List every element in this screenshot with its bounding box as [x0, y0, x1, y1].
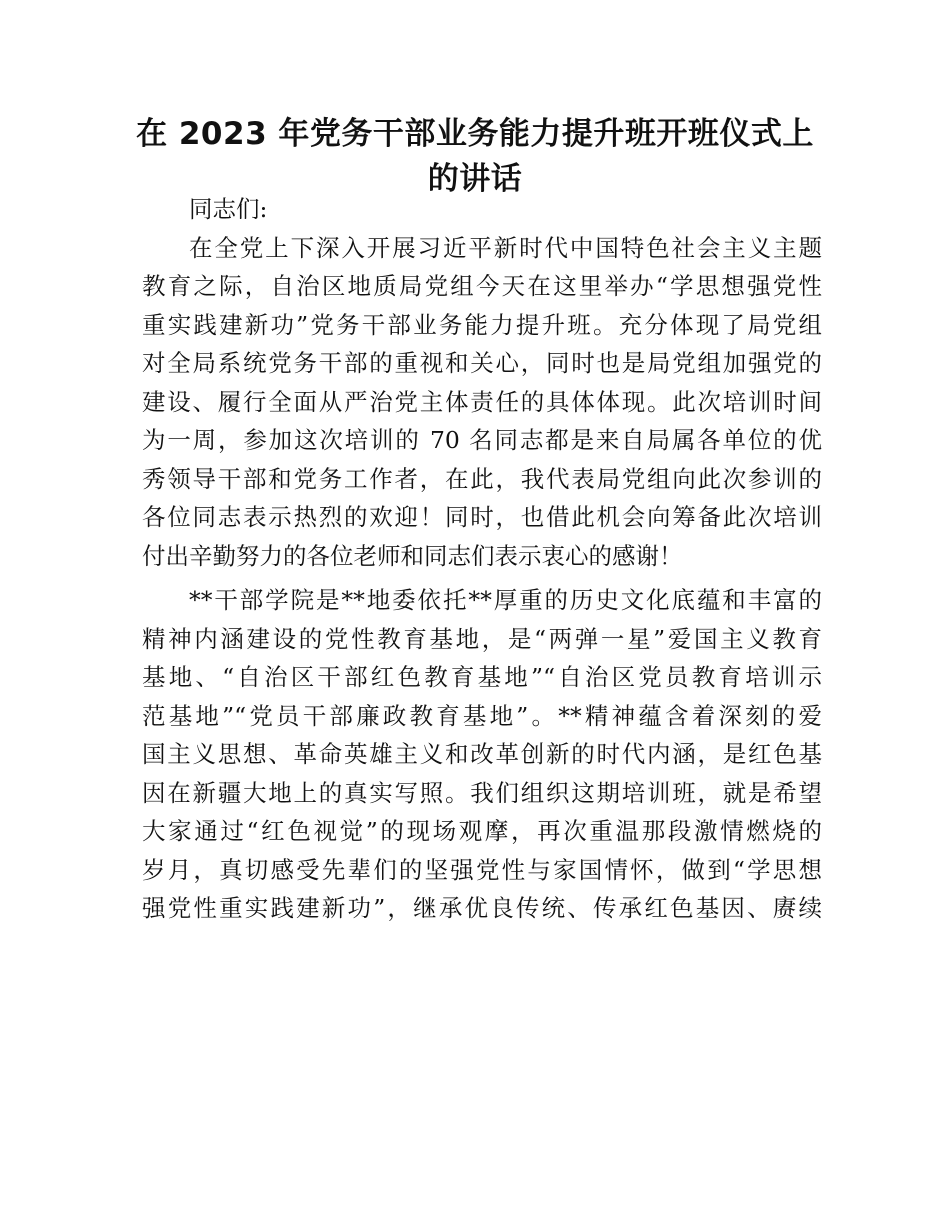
paragraph-1 [142, 229, 822, 576]
paragraph-line: 付出辛勤努力的各位老师和同志们表示衷心的感谢！ [142, 541, 683, 570]
paragraph-2 [142, 581, 822, 928]
paragraph-line: 国主义思想、革命英雄主义和改革创新的时代内涵，是红色基 [142, 740, 822, 768]
paragraph-line: 岁月，真切感受先辈们的坚强党性与家国情怀，做到“学思想 [142, 855, 822, 884]
paragraph-line: 强党性重实践建新功”，继承优良传统、传承红色基因、赓续 [142, 894, 822, 922]
paragraph-line: 建设、履行全面从严治党主体责任的具体体现。此次培训时间 [142, 387, 822, 416]
paragraph-line: 为一周，参加这次培训的 70 名同志都是来自局属各单位的优 [142, 426, 822, 454]
paragraph-line: 对全局系统党务干部的重视和关心，同时也是局党组加强党的 [142, 349, 822, 377]
paragraph-line: 大家通过“红色视觉”的现场观摩，再次重温那段激情燃烧的 [142, 817, 822, 845]
paragraph-line: 精神内涵建设的党性教育基地，是“两弹一星”爱国主义教育 [142, 624, 822, 653]
paragraph-line: 秀领导干部和党务工作者，在此，我代表局党组向此次参训的 [142, 464, 822, 493]
document-body [142, 190, 822, 934]
document-title [120, 112, 830, 202]
paragraph-line: 因在新疆大地上的真实写照。我们组织这期培训班，就是希望 [142, 778, 822, 807]
title-line: 的讲话 [427, 161, 523, 197]
paragraph-line: 重实践建新功”党务干部业务能力提升班。充分体现了局党组 [142, 310, 822, 339]
salutation: 同志们: [189, 195, 268, 223]
paragraph-line: 教育之际，自治区地质局党组今天在这里举办“学思想强党性 [142, 272, 822, 300]
paragraph-line: 在全党上下深入开展习近平新时代中国特色社会主义主题 [189, 233, 822, 262]
paragraph-line: 范基地”“党员干部廉政教育基地”。**精神蕴含着深刻的爱 [142, 701, 822, 730]
paragraph-line: 各位同志表示热烈的欢迎！同时，也借此机会向筹备此次培训 [142, 503, 822, 531]
paragraph-line: **干部学院是**地委依托**厚重的历史文化底蕴和丰富的 [189, 586, 822, 614]
paragraph-line: 基地、“自治区干部红色教育基地”“自治区党员教育培训示 [142, 663, 822, 691]
title-line: 在 2023 年党务干部业务能力提升班开班仪式上 [136, 116, 814, 152]
